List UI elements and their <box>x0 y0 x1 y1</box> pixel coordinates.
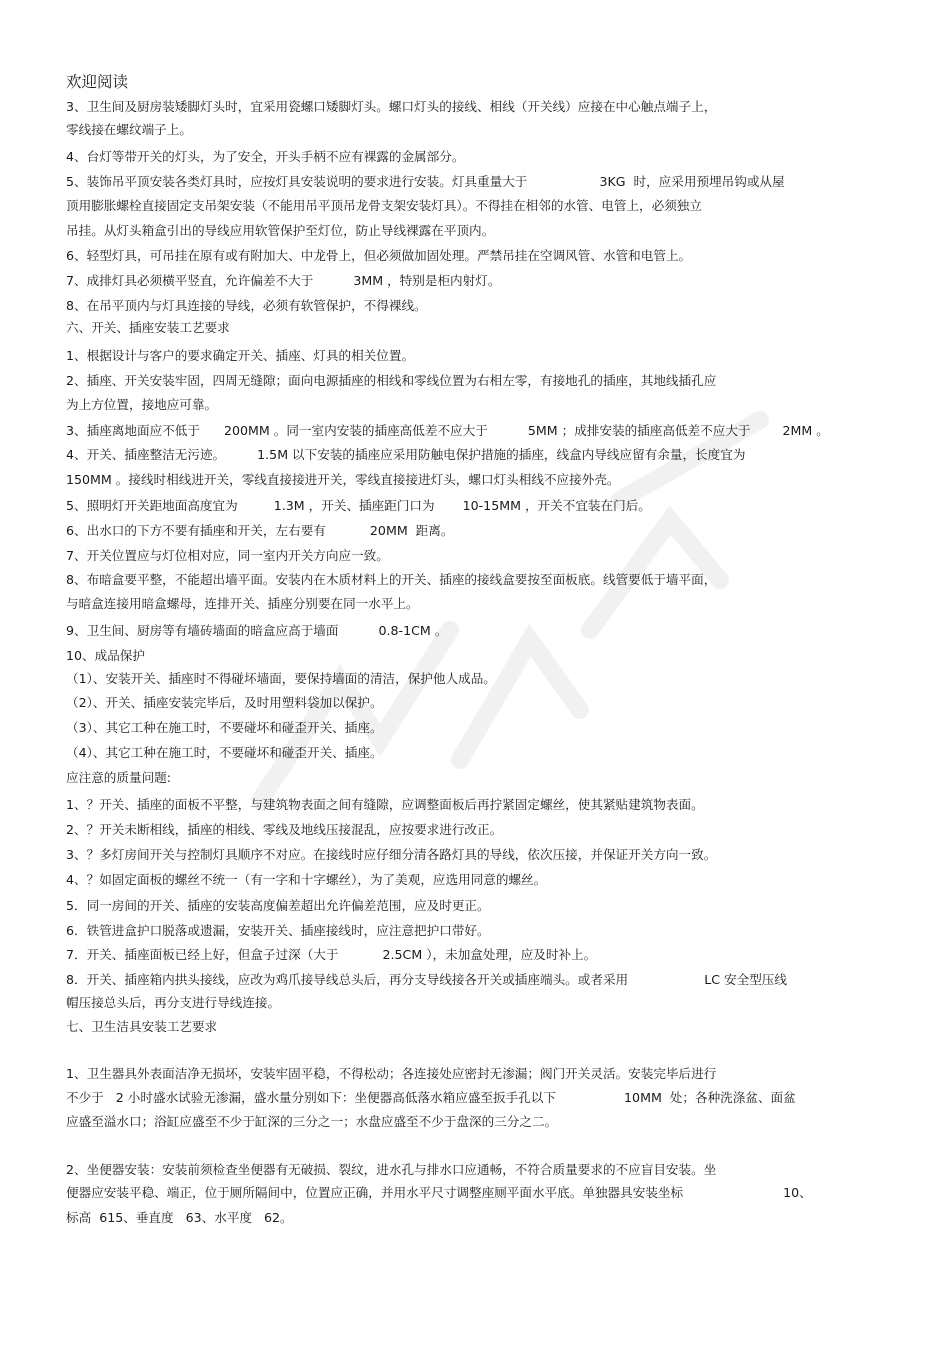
text-line: 与暗盒连接用暗盒螺母，连排开关、插座分别要在同一水平上。 <box>66 596 419 611</box>
text-line: 5．同一房间的开关、插座的安装高度偏差超出允许偏差范围，应及时更正。 <box>66 898 490 913</box>
text-line: 8．开关、插座箱内拱头接线，应改为鸡爪接导线总头后，再分支导线接各开关或插座端头。或者采用 LC 安全型压线 <box>66 972 787 987</box>
text-line: 4、开关、插座整洁无污迹。 1.5M 以下安装的插座应采用防触电保护措施的插座，线盒内导线应留有余量，长度宜为 <box>66 447 746 462</box>
text-line: 不少于 2 小时盛水试验无渗漏，盛水量分别如下：坐便器高低落水箱应盛至扳手孔以下 10MM 处；各种洗涤盆、面盆 <box>66 1090 796 1105</box>
text-line: 2、坐便器安装：安装前须检查坐便器有无破损、裂纹，进水孔与排水口应通畅，不符合质量要求的不应盲目安装。坐 <box>66 1162 717 1177</box>
text-line: 6．铁管进盒护口脱落或遗漏，安装开关、插座接线时，应注意把护口带好。 <box>66 923 490 938</box>
text-line: 10、成品保护 <box>66 648 145 663</box>
text-line: 标高 615、垂直度 63、水平度 62。 <box>66 1210 293 1225</box>
text-line: 1、卫生器具外表面洁净无损坏，安装牢固平稳，不得松动；各连接处应密封无渗漏；阀门开关灵活。安装完毕后进行 <box>66 1066 717 1081</box>
text-line: 6、出水口的下方不要有插座和开关，左右要有 20MM 距离。 <box>66 523 454 538</box>
text-line: 2、插座、开关安装牢固，四周无缝隙；面向电源插座的相线和零线位置为右相左零，有接地孔的插座，其地线插孔应 <box>66 373 717 388</box>
text-line: 2、？开关未断相线，插座的相线、零线及地线压接混乱，应按要求进行改正。 <box>66 822 503 837</box>
text-line: （2）、开关、插座安装完毕后，及时用塑料袋加以保护。 <box>66 695 383 710</box>
text-line: 为上方位置，接地应可靠。 <box>66 397 218 412</box>
text-line: 应注意的质量问题: <box>66 770 171 785</box>
text-line: 7、开关位置应与灯位相对应，同一室内开关方向应一致。 <box>66 548 389 563</box>
text-line: 帽压接总头后，再分支进行导线连接。 <box>66 995 281 1010</box>
text-line: 吊挂。从灯头箱盒引出的导线应用软管保护至灯位，防止导线裸露在平顶内。 <box>66 223 495 238</box>
text-line: 零线接在螺纹端子上。 <box>66 122 192 137</box>
text-line: 150MM 。接线时相线进开关，零线直接接进开关，零线直接接进灯头，螺口灯头相线不应接外壳。 <box>66 472 620 487</box>
text-line: 4、？如固定面板的螺丝不统一（有一字和十字螺丝），为了美观，应选用同意的螺丝。 <box>66 872 547 887</box>
text-line: 7．开关、插座面板已经上好，但盒子过深（大于 2.5CM ），未加盒处理，应及时补上。 <box>66 947 597 962</box>
text-line: 8、在吊平顶内与灯具连接的导线，必须有软管保护，不得裸线。 <box>66 298 427 313</box>
text-line: 3、？多灯房间开关与控制灯具顺序不对应。在接线时应仔细分清各路灯具的导线，依次压接，并保证开关方向一致。 <box>66 847 717 862</box>
text-line: 5、装饰吊平顶安装各类灯具时，应按灯具安装说明的要求进行安装。灯具重量大于 3KG 时，应采用预埋吊钩或从屋 <box>66 174 785 189</box>
text-line: 4、台灯等带开关的灯头，为了安全，开头手柄不应有裸露的金属部分。 <box>66 149 465 164</box>
text-line: 7、成排灯具必须横平竖直，允许偏差不大于 3MM ，特别是柜内射灯。 <box>66 273 501 288</box>
text-line: 便器应安装平稳、端正，位于厕所隔间中，位置应正确，并用水平尺寸调整座厕平面水平底。单独器具安装坐标 10、 <box>66 1185 812 1200</box>
page-header: 欢迎阅读 <box>66 73 129 91</box>
text-line: 七、卫生洁具安装工艺要求 <box>66 1019 218 1034</box>
text-line: （1）、安装开关、插座时不得碰坏墙面，要保持墙面的清洁，保护他人成品。 <box>66 671 496 686</box>
text-line: 6、轻型灯具，可吊挂在原有或有附加大、中龙骨上，但必须做加固处理。严禁吊挂在空调风管、水管和电管上。 <box>66 248 692 263</box>
text-line: （3）、其它工种在施工时，不要碰坏和碰歪开关、插座。 <box>66 720 383 735</box>
text-line: 5、照明灯开关距地面高度宜为 1.3M ，开关、插座距门口为 10-15MM ，开关不宜装在门后。 <box>66 498 651 513</box>
text-line: 六、开关、插座安装工艺要求 <box>66 320 230 335</box>
text-line: 1、？开关、插座的面板不平整，与建筑物表面之间有缝隙，应调整面板后再拧紧固定螺丝，使其紧贴建筑物表面。 <box>66 797 704 812</box>
text-line: 1、根据设计与客户的要求确定开关、插座、灯具的相关位置。 <box>66 348 415 363</box>
text-line: 3、插座离地面应不低于 200MM 。同一室内安装的插座高低差不应大于 5MM ；成排安装的插座高低差不应大于 2MM 。 <box>66 423 829 438</box>
text-line: 3、卫生间及厨房装矮脚灯头时，宜采用瓷螺口矮脚灯头。螺口灯头的接线、相线（开关线）应接在中心触点端子上， <box>66 99 717 114</box>
text-line: 应盛至溢水口；浴缸应盛至不少于缸深的三分之一；水盘应盛至不少于盘深的三分之二。 <box>66 1114 558 1129</box>
text-line: 顶用膨胀螺栓直接固定支吊架安装（不能用吊平顶吊龙骨支架安装灯具）。不得挂在相邻的水管、电管上，必须独立 <box>66 198 702 213</box>
text-line: （4）、其它工种在施工时，不要碰坏和碰歪开关、插座。 <box>66 745 383 760</box>
text-line: 8、布暗盒要平整，不能超出墙平面。安装内在木质材料上的开关、插座的接线盒要按至面板底。线管要低于墙平面， <box>66 572 717 587</box>
text-line: 9、卫生间、厨房等有墙砖墙面的暗盒应高于墙面 0.8-1CM 。 <box>66 623 448 638</box>
